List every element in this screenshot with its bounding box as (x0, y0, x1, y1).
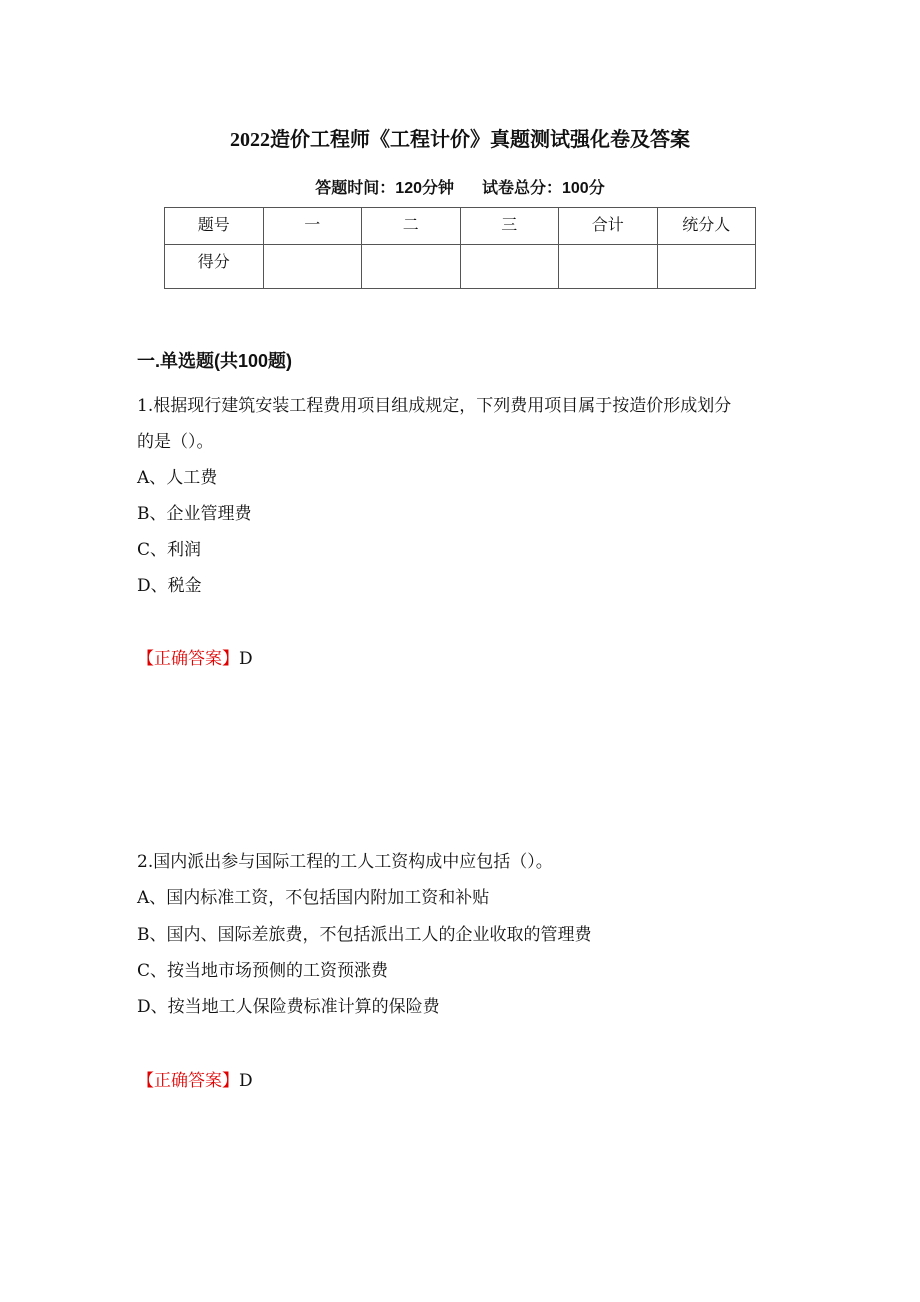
answer-label: 【正确答案】 (137, 1071, 239, 1091)
question-2-text: 2.国内派出参与国际工程的工人工资构成中应包括（）。 (137, 852, 553, 872)
section-heading: 一.单选题(共100题) (137, 351, 293, 371)
question-1-text-cont: 的是（）。 (137, 432, 214, 452)
header-cell: 三 (460, 208, 559, 245)
row-label: 得分 (165, 245, 264, 289)
answer-value: D (239, 649, 253, 669)
question-1-text: 1.根据现行建筑安装工程费用项目组成规定，下列费用项目属于按造价形成划分 (137, 396, 732, 416)
exam-total: 试卷总分：100分 (482, 180, 605, 197)
option: A、人工费 (137, 468, 218, 488)
header-cell: 二 (362, 208, 461, 245)
option: C、按当地市场预侧的工资预涨费 (137, 961, 389, 981)
header-cell: 一 (263, 208, 362, 245)
score-cell (460, 245, 559, 289)
header-cell: 合计 (559, 208, 658, 245)
score-table-header (165, 208, 756, 245)
answer-value: D (239, 1071, 253, 1091)
header-cell: 统分人 (657, 208, 756, 245)
score-cell (362, 245, 461, 289)
score-row (165, 245, 756, 289)
score-table (164, 207, 756, 289)
exam-info (0, 175, 920, 198)
answer-label: 【正确答案】 (137, 649, 239, 669)
score-cell (263, 245, 362, 289)
score-cell (657, 245, 756, 289)
document-title: 2022造价工程师《工程计价》真题测试强化卷及答案 (230, 129, 690, 151)
option: D、税金 (137, 576, 202, 596)
option: B、国内、国际差旅费，不包括派出工人的企业收取的管理费 (137, 925, 592, 945)
header-cell: 题号 (165, 208, 264, 245)
option: B、企业管理费 (137, 504, 252, 524)
option: D、按当地工人保险费标准计算的保险费 (137, 997, 440, 1017)
answer (137, 644, 253, 669)
score-cell (559, 245, 658, 289)
option: A、国内标准工资，不包括国内附加工资和补贴 (137, 888, 490, 908)
exam-time: 答题时间：120分钟 (315, 180, 454, 197)
answer (137, 1066, 253, 1091)
option: C、利润 (137, 540, 202, 560)
